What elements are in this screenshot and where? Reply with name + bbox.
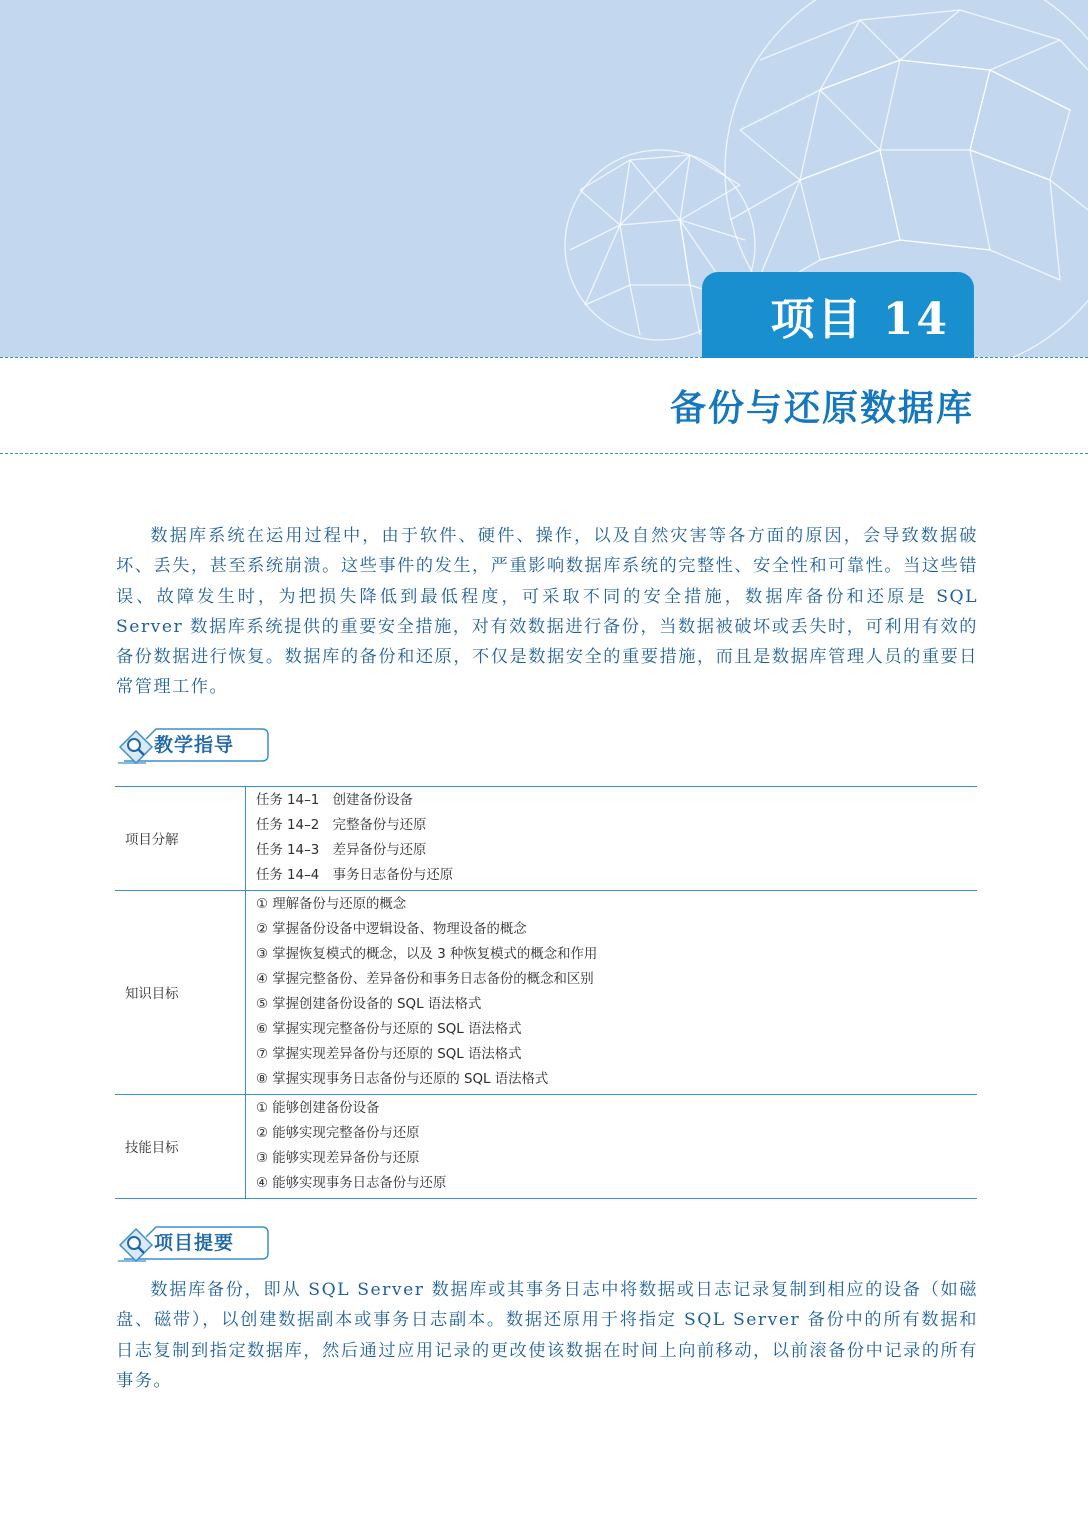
teaching-guide-heading (116, 725, 271, 765)
row-items (246, 787, 978, 891)
row-items (246, 891, 978, 1095)
list-item: ③ 能够实现差异备份与还原 (256, 1151, 420, 1166)
list-item: 任务 14–3 差异备份与还原 (256, 843, 427, 858)
row-category: 项目分解 (115, 787, 246, 891)
intro-paragraph: 数据库系统在运用过程中，由于软件、硬件、操作，以及自然灾害等各方面的原因，会导致数据破坏、丢失，甚至系统崩溃。这些事件的发生，严重影响数据库系统的完整性、安全性和可靠性。当这些错误、故障发生时，为把损失降低到最低程度，可采取不同的安全措施，数据库备份和还原是 SQL Server 数据库系统提供的重要安全措施，对有效数据进行备份，当数据被破坏或丢失时，可利用有效的备份数据进行恢复。数据库的备份和还原，不仅是数据安全的重要措施，而且是数据库管理人员的重要日常管理工作。 (116, 526, 978, 698)
chapter-title: 备份与还原数据库 (669, 388, 974, 429)
list-item: ⑧ 掌握实现事务日志备份与还原的 SQL 语法格式 (256, 1072, 549, 1087)
list-item: ④ 掌握完整备份、差异备份和事务日志备份的概念和区别 (256, 972, 594, 987)
project-summary-label: 项目提要 (154, 1232, 235, 1254)
list-item: 任务 14–1 创建备份设备 (256, 793, 414, 808)
table-row (115, 787, 977, 891)
project-summary-heading (116, 1223, 271, 1263)
list-item: ② 掌握备份设备中逻辑设备、物理设备的概念 (256, 922, 527, 937)
teaching-guide-label: 教学指导 (154, 734, 235, 756)
summary-paragraph: 数据库备份，即从 SQL Server 数据库或其事务日志中将数据或日志记录复制到相应的设备（如磁盘、磁带），以创建数据副本或事务日志副本。数据还原用于将指定 SQL Server 备份中的所有数据和日志复制到指定数据库，然后通过应用记录的更改使该数据在时间上向前移动，以前滚备份中记录的所有事务。 (116, 1280, 978, 1391)
teaching-guide-table (115, 786, 977, 1199)
table-row (115, 891, 977, 1095)
list-item: ④ 能够实现事务日志备份与还原 (256, 1176, 447, 1191)
row-category: 知识目标 (115, 891, 246, 1095)
row-category: 技能目标 (115, 1095, 246, 1199)
header-divider-bottom (0, 453, 1088, 454)
list-item: ② 能够实现完整备份与还原 (256, 1126, 420, 1141)
list-item: ③ 掌握恢复模式的概念，以及 3 种恢复模式的概念和作用 (256, 947, 598, 962)
list-item: ① 理解备份与还原的概念 (256, 897, 407, 912)
list-item: ① 能够创建备份设备 (256, 1101, 380, 1116)
list-item: ⑥ 掌握实现完整备份与还原的 SQL 语法格式 (256, 1022, 522, 1037)
list-item: ⑦ 掌握实现差异备份与还原的 SQL 语法格式 (256, 1047, 522, 1062)
project-number-tab: 项目 14 (702, 272, 974, 358)
list-item: 任务 14–2 完整备份与还原 (256, 818, 427, 833)
list-item: ⑤ 掌握创建备份设备的 SQL 语法格式 (256, 997, 482, 1012)
row-items (246, 1095, 978, 1199)
table-row (115, 1095, 977, 1199)
list-item: 任务 14–4 事务日志备份与还原 (256, 868, 454, 883)
